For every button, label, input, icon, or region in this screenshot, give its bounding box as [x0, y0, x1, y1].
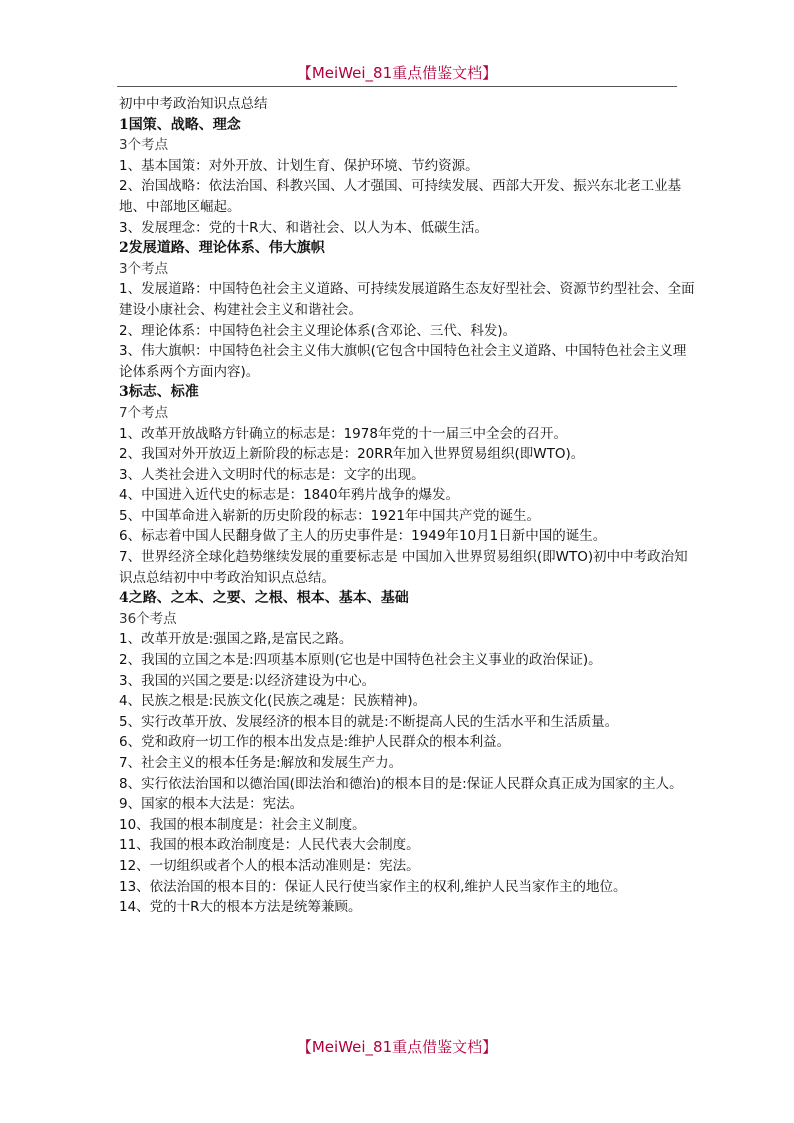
section-heading: 3标志、标准 — [119, 384, 199, 401]
text-line: 3、人类社会进入文明时代的标志是：文字的出现。 — [119, 466, 425, 483]
text-line: 3、我国的兴国之要是:以经济建设为中心。 — [119, 672, 376, 689]
text-line: 6、标志着中国人民翻身做了主人的历史事件是：1949年10月1日新中国的诞生。 — [119, 528, 607, 545]
text-line: 2、我国对外开放迈上新阶段的标志是：20RR年加入世界贸易组织(即WTO)。 — [119, 446, 585, 463]
point-count: 3个考点 — [119, 260, 169, 277]
point-count: 3个考点 — [119, 137, 169, 154]
point-count: 36个考点 — [119, 610, 177, 627]
text-line: 4、中国进入近代史的标志是：1840年鸦片战争的爆发。 — [119, 487, 459, 504]
text-line: 1、基本国策：对外开放、计划生育、保护环境、节约资源。 — [119, 157, 479, 174]
section-heading: 2发展道路、理论体系、伟大旗帜 — [119, 240, 325, 257]
text-line: 10、我国的根本制度是：社会主义制度。 — [119, 816, 366, 833]
text-line: 9、国家的根本大法是：宪法。 — [119, 796, 304, 813]
page-header-watermark: 【MeiWei_81重点借鉴文档】 — [296, 64, 498, 82]
text-line: 3、伟大旗帜：中国特色社会主义伟大旗帜(它包含中国特色社会主义道路、中国特色社会主义理论体系两个方面内容)。 — [119, 343, 687, 380]
text-line: 5、中国革命进入崭新的历史阶段的标志：1921年中国共产党的诞生。 — [119, 507, 540, 524]
section-heading: 4之路、之本、之要、之根、根本、基本、基础 — [119, 590, 409, 607]
page-footer-watermark: 【MeiWei_81重点借鉴文档】 — [296, 1038, 498, 1056]
text-line: 8、实行依法治国和以德治国(即法治和德治)的根本目的是:保证人民群众真正成为国家的主人。 — [119, 775, 683, 792]
text-line: 2、治国战略：依法治国、科教兴国、人才强国、可持续发展、西部大开发、振兴东北老工业基地、中部地区崛起。 — [119, 178, 682, 215]
text-line: 11、我国的根本政治制度是：人民代表大会制度。 — [119, 837, 420, 854]
text-line: 5、实行改革开放、发展经济的根本目的就是:不断提高人民的生活水平和生活质量。 — [119, 713, 619, 730]
text-line: 1、改革开放是:强国之路,是富民之路。 — [119, 631, 353, 648]
document-body — [119, 94, 697, 918]
text-line: 7、社会主义的根本任务是:解放和发展生产力。 — [119, 755, 403, 771]
document-title: 初中中考政治知识点总结 — [119, 96, 268, 112]
text-line: 13、依法治国的根本目的：保证人民行使当家作主的权利,维护人民当家作主的地位。 — [119, 878, 627, 895]
text-line: 2、理论体系：中国特色社会主义理论体系(含邓论、三代、科发)。 — [119, 322, 517, 339]
text-line: 1、改革开放战略方针确立的标志是：1978年党的十一届三中全会的召开。 — [119, 425, 567, 442]
text-line: 6、党和政府一切工作的根本出发点是:维护人民群众的根本利益。 — [119, 734, 511, 751]
text-line: 1、发展道路：中国特色社会主义道路、可持续发展道路生态友好型社会、资源节约型社会、全面建设小康社会、构建社会主义和谐社会。 — [119, 281, 695, 318]
text-line: 14、党的十R大的根本方法是统筹兼顾。 — [119, 899, 362, 916]
header-divider — [117, 86, 677, 87]
text-line: 4、民族之根是:民族文化(民族之魂是：民族精神)。 — [119, 693, 427, 710]
text-line: 2、我国的立国之本是:四项基本原则(它也是中国特色社会主义事业的政治保证)。 — [119, 652, 602, 669]
point-count: 7个考点 — [119, 404, 169, 421]
text-line: 3、发展理念：党的十R大、和谐社会、以人为本、低碳生活。 — [119, 219, 488, 236]
text-line: 7、世界经济全球化趋势继续发展的重要标志是 中国加入世界贸易组织(即WTO)初中中考政治知识点总结初中中考政治知识点总结。 — [119, 549, 688, 586]
section-heading: 1国策、战略、理念 — [119, 116, 241, 133]
text-line: 12、一切组织或者个人的根本活动准则是：宪法。 — [119, 857, 420, 874]
